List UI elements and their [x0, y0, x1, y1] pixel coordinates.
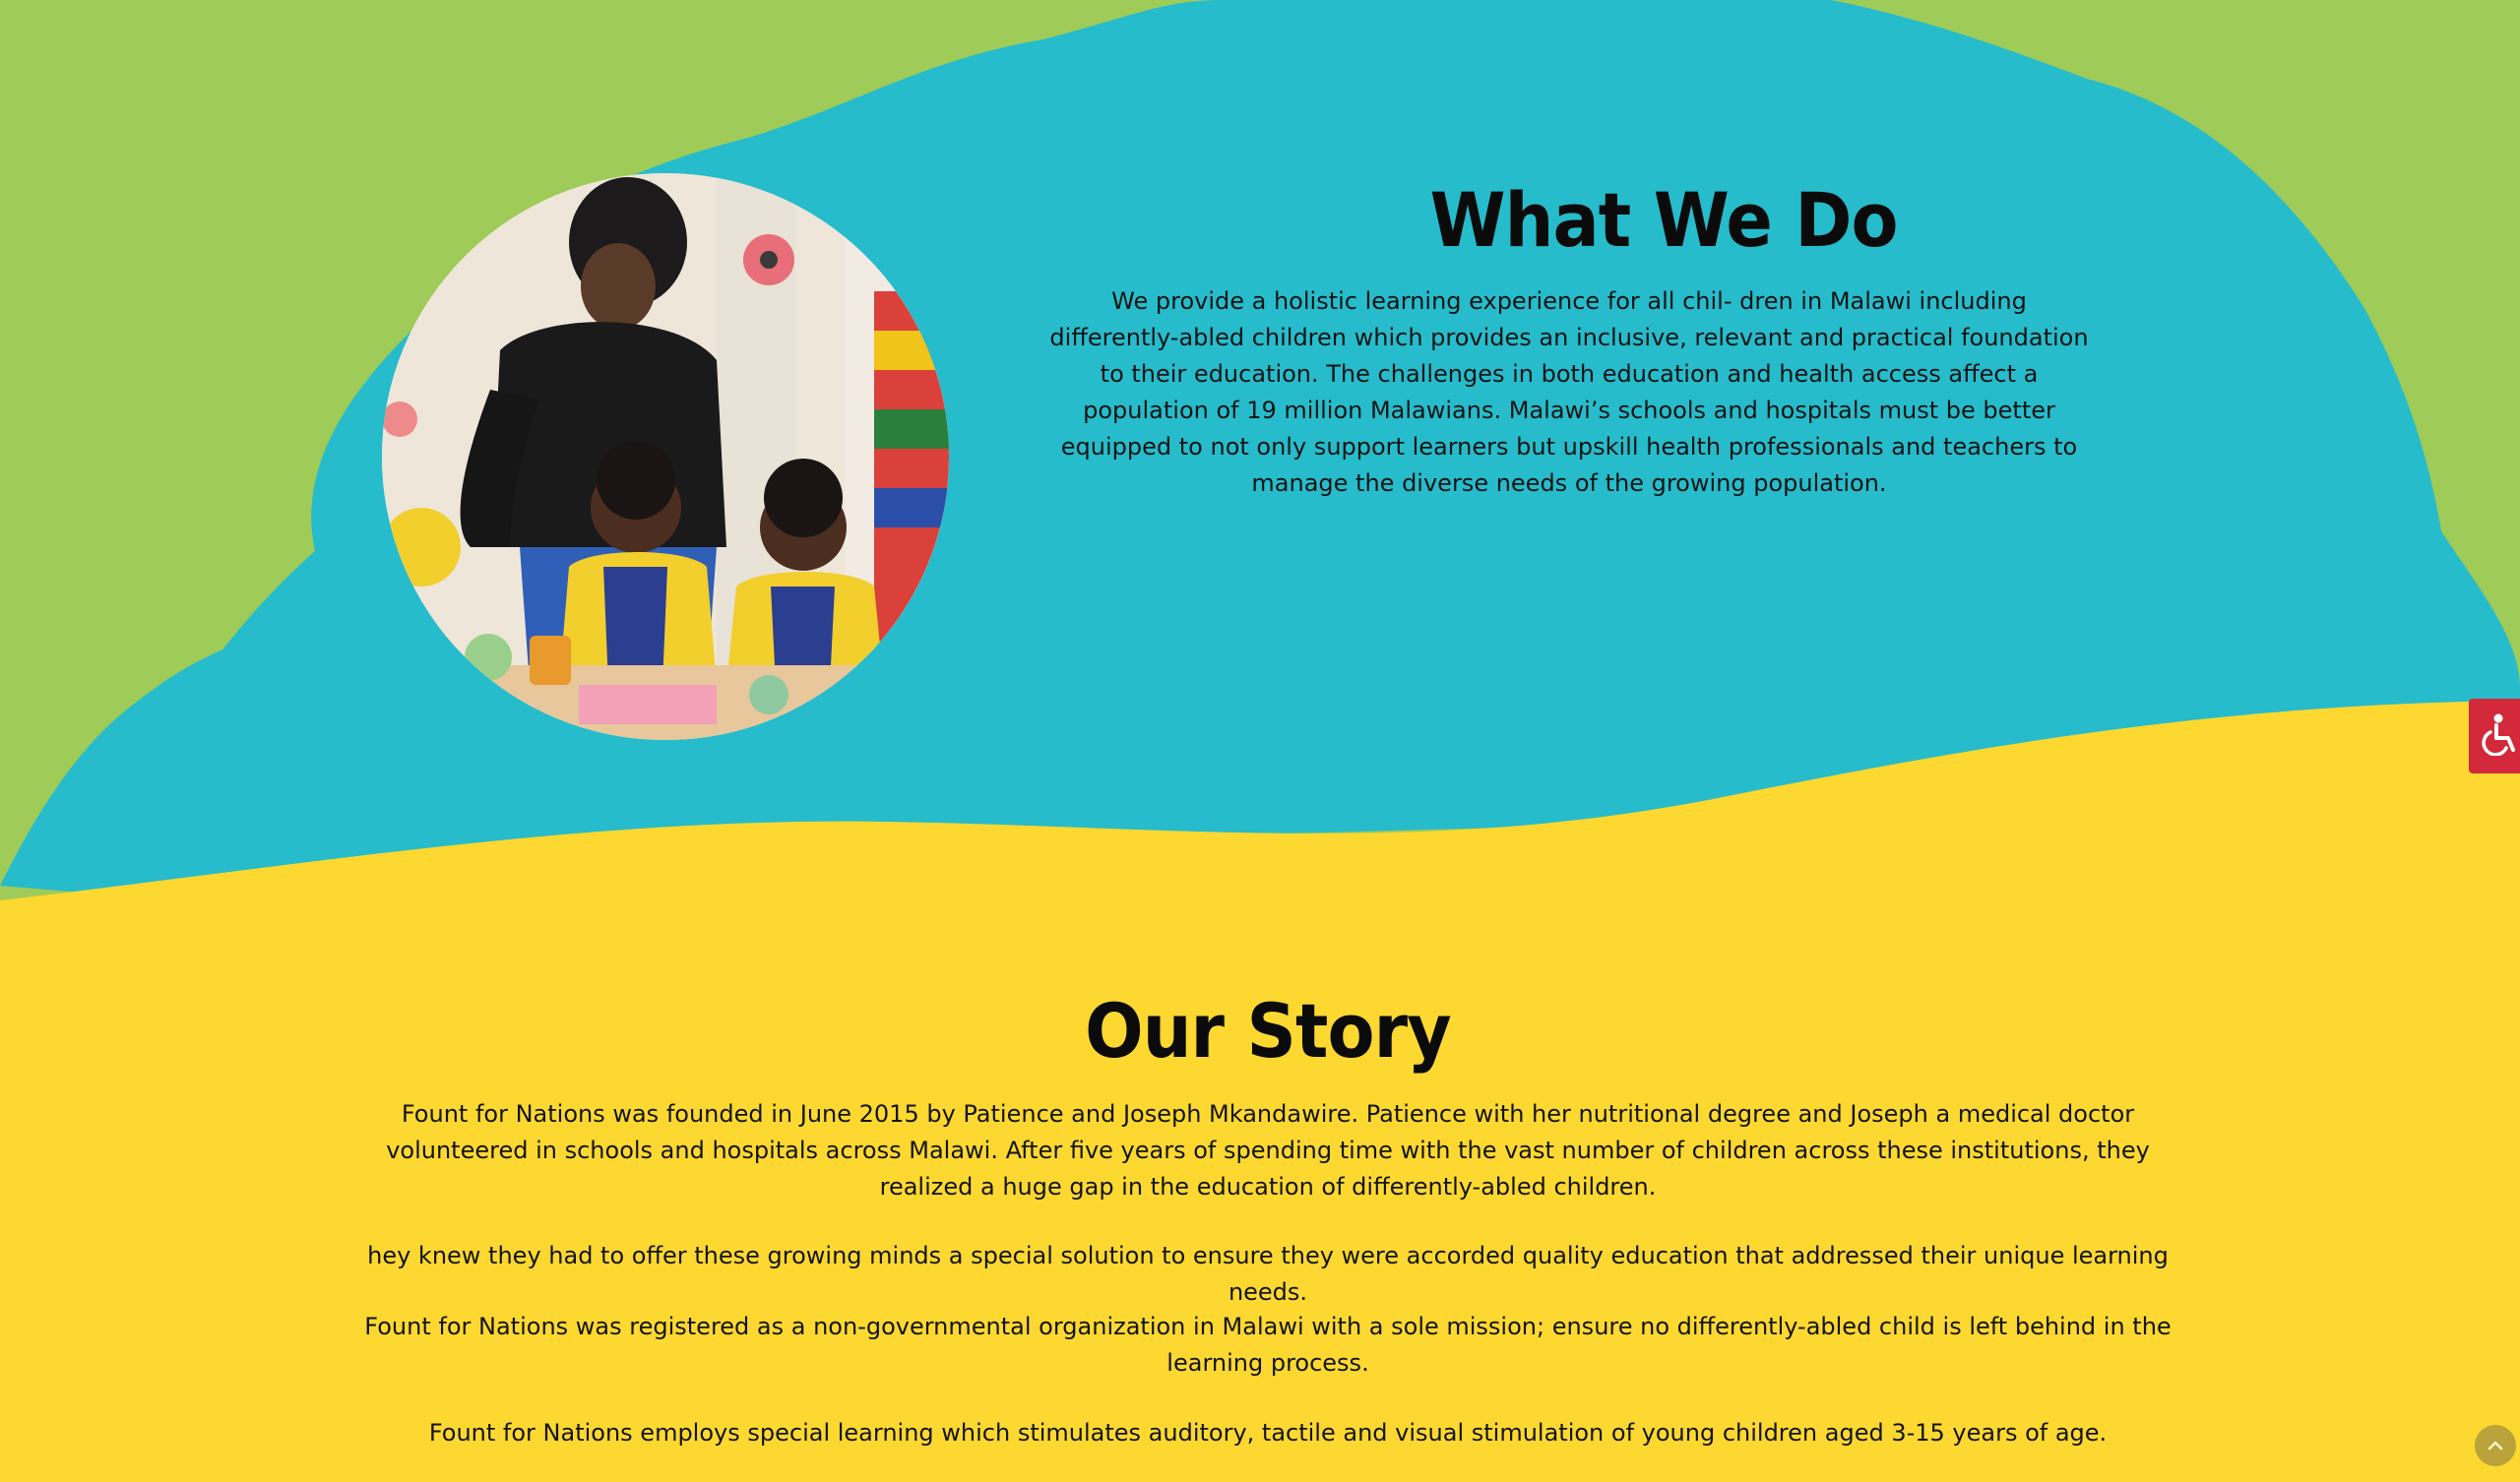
our-story-paragraph: Fount for Nations employs special learning which stimulates auditory, tactile and visual stimulation of young children aged 3-15 years of age.	[428, 1419, 2108, 1447]
what-we-do-title: What We Do	[1429, 176, 1898, 264]
what-we-do-description: We provide a holistic learning experience for all chil- dren in Malawi including differently-abled children which provides an inclusive, relevant and practical foundation to their education. The challenges in both education and health access affect a population of 19 million Malawians. Malawi’s schools and hospitals must be better equipped to not only support learners but upskill health professionals and teachers to manage the diverse needs of the growing population.	[1049, 287, 2089, 497]
wheelchair-icon	[2479, 712, 2518, 760]
teacher-with-children-photo	[382, 173, 949, 740]
our-story-title: Our Story	[1085, 987, 1451, 1075]
accessibility-toolbar-button[interactable]	[2469, 699, 2520, 773]
our-story-paragraph: Fount for Nations was registered as a non-governmental organization in Malawi with a sole mission; ensure no differently-abled child is left behind in the learning process.	[364, 1313, 2172, 1377]
our-story-paragraph: Fount for Nations was founded in June 2015 by Patience and Joseph Mkandawire. Patience with her nutritional degree and Joseph a medical doctor volunteered in schools and hospitals across Malawi. After five years of spending time with the vast number of children across these institutions, they realized a huge gap in the education of differently-abled children.	[386, 1100, 2150, 1201]
our-story-paragraph: hey knew they had to offer these growing minds a special solution to ensure they were accorded quality education that addressed their unique learning needs.	[367, 1242, 2169, 1306]
scroll-to-top-button[interactable]	[2475, 1425, 2516, 1466]
chevron-up-icon	[2487, 1437, 2504, 1455]
